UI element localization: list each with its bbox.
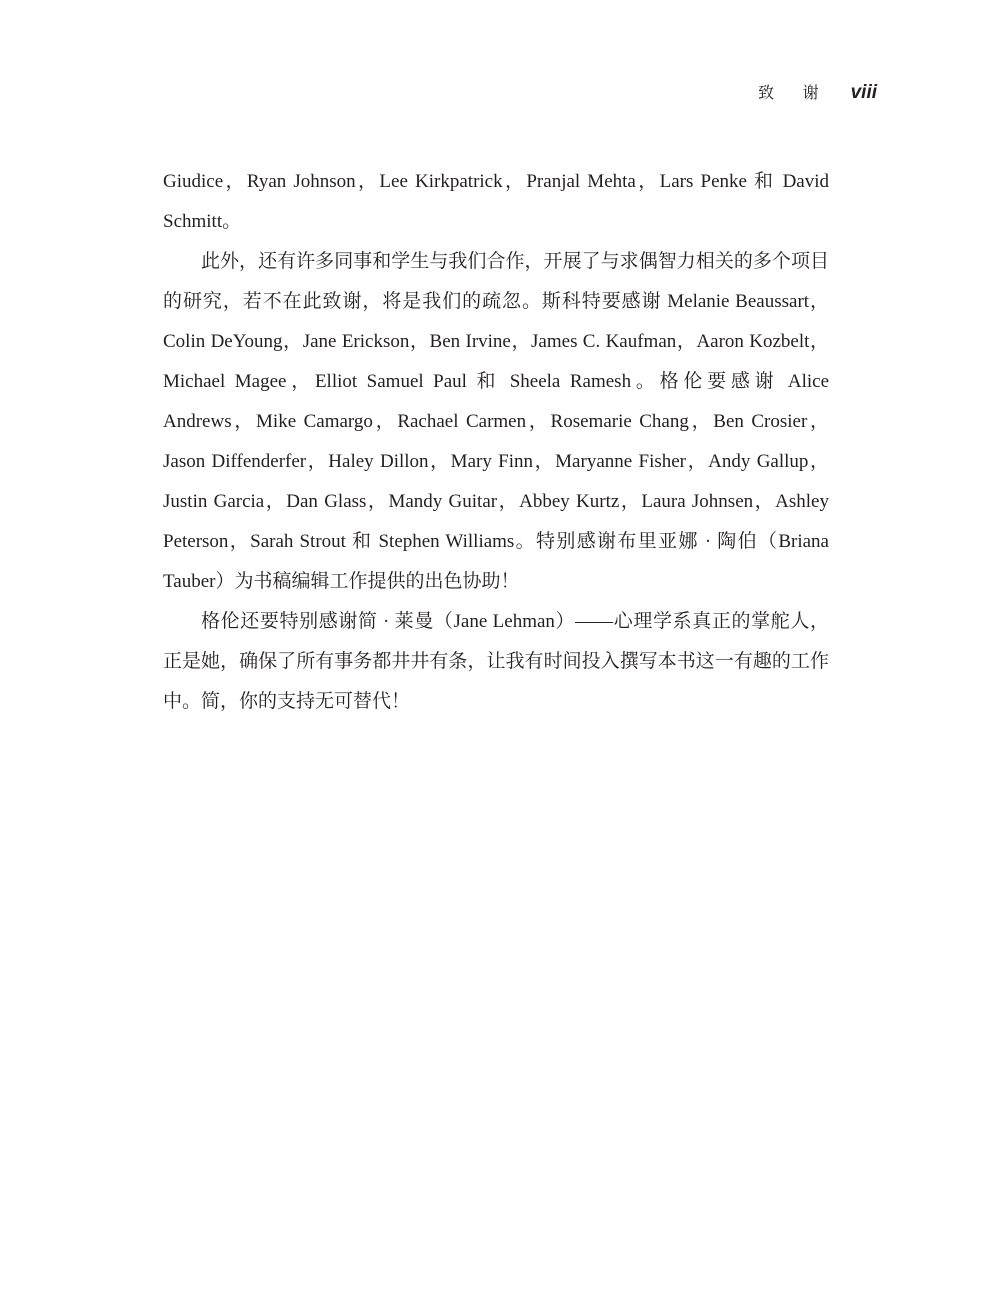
- body-text: [163, 162, 829, 722]
- page-number: viii: [850, 82, 877, 103]
- paragraph-collaborators: 此外，还有许多同事和学生与我们合作，开展了与求偶智力相关的多个项目的研究，若不在此致谢，将是我们的疏忽。斯科特要感谢 Melanie Beaussart，Colin DeYoung，Jane Erickson，Ben Irvine，James C. Kaufman，Aaron Kozbelt，Michael Magee，Elliot Samuel Paul 和 Sheela Ramesh。格伦要感谢 Alice Andrews，Mike Camargo，Rachael Carmen，Rosemarie Chang，Ben Crosier，Jason Diffenderfer，Haley Dillon，Mary Finn，Maryanne Fisher，Andy Gallup，Justin Garcia，Dan Glass，Mandy Guitar，Abbey Kurtz，Laura Johnsen，Ashley Peterson，Sarah Strout 和 Stephen Williams。特别感谢布里亚娜 · 陶伯（Briana Tauber）为书稿编辑工作提供的出色协助！: [163, 251, 829, 592]
- running-title: 致 谢: [758, 85, 831, 102]
- paragraph-special-thanks: 格伦还要特别感谢简 · 莱曼（Jane Lehman）——心理学系真正的掌舵人，正是她，确保了所有事务都井井有条，让我有时间投入撰写本书这一有趣的工作中。简，你的支持无可替代！: [163, 611, 829, 712]
- running-head: [758, 80, 877, 104]
- paragraph-continuation: Giudice，Ryan Johnson，Lee Kirkpatrick，Pranjal Mehta，Lars Penke 和 David Schmitt。: [163, 171, 829, 232]
